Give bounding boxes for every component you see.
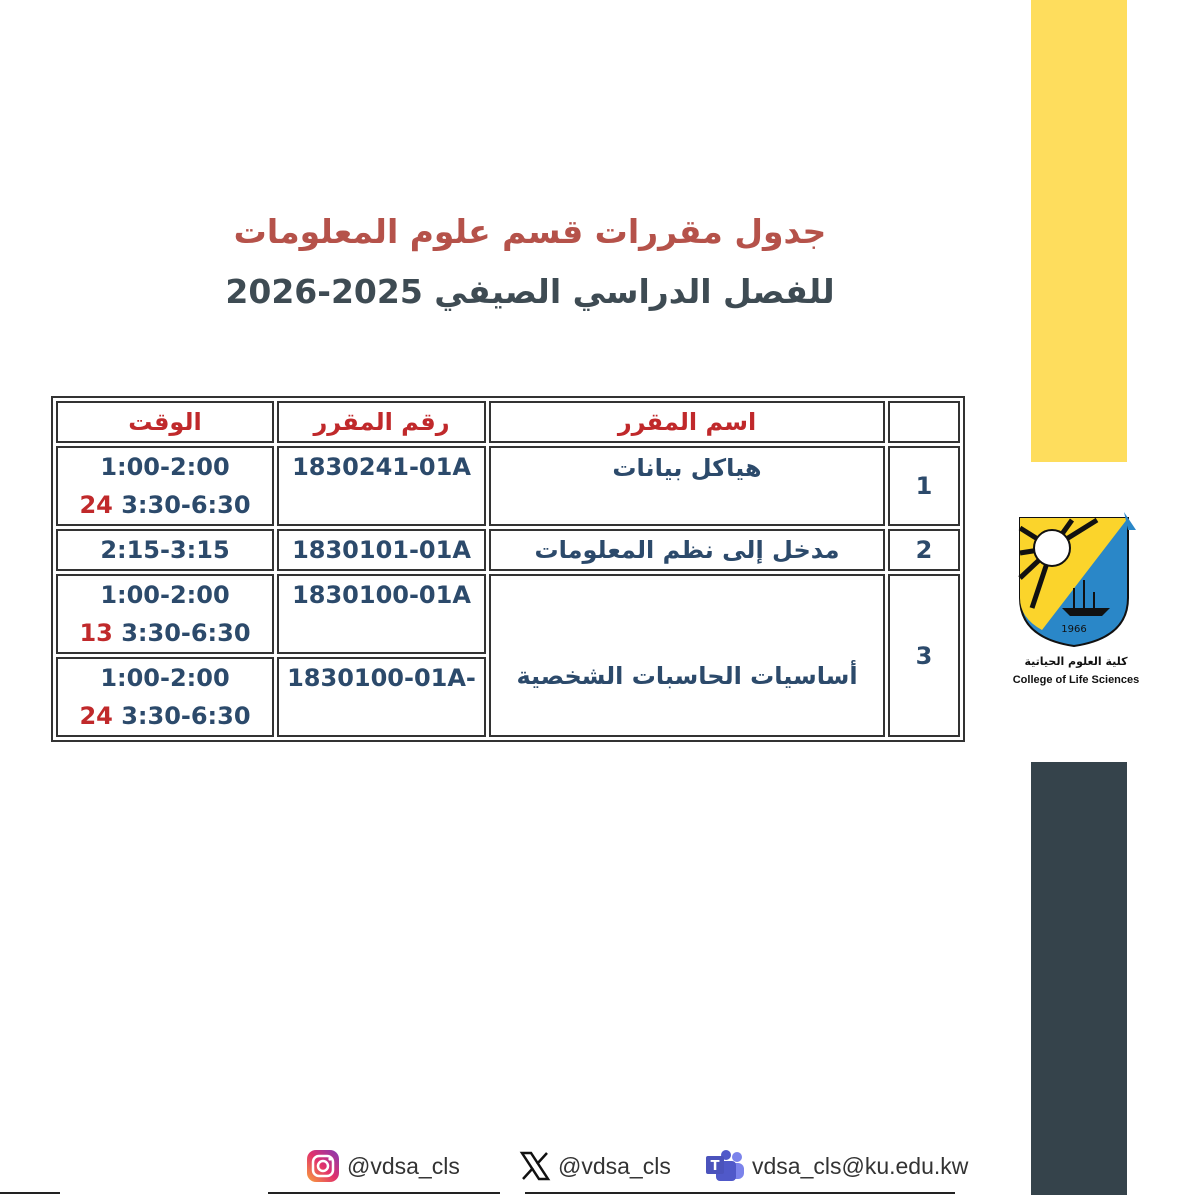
teams-email[interactable] [704, 1146, 968, 1186]
time-prefix: 24 [79, 491, 113, 519]
yellow-accent-bar [1031, 0, 1127, 462]
logo-english-name: College of Life Sciences [1012, 674, 1140, 686]
time-line-1: 1:00-2:00 [100, 664, 230, 692]
college-logo [1012, 508, 1136, 648]
time-value: 3:30-6:30 [121, 491, 251, 519]
course-code: 1830100-01A [292, 581, 471, 609]
x-text: @vdsa_cls [558, 1152, 671, 1179]
course-code: 1830241-01A [292, 453, 471, 481]
time-line-1: 1:00-2:00 [100, 453, 230, 481]
table-row [56, 529, 960, 571]
time-line-1: 2:15-3:15 [100, 536, 230, 564]
row-number: 1 [888, 446, 960, 526]
name-cell [489, 574, 885, 737]
time-prefix: 24 [79, 702, 113, 730]
footer-underline [268, 1192, 500, 1194]
time-prefix: 13 [79, 619, 113, 647]
time-value: 3:30-6:30 [121, 702, 251, 730]
svg-text:T: T [710, 1159, 720, 1174]
x-handle[interactable] [518, 1146, 671, 1186]
schedule-table [51, 396, 965, 742]
course-name: مدخل إلى نظم المعلومات [534, 536, 840, 564]
time-line-1: 1:00-2:00 [100, 581, 230, 609]
table-row [56, 446, 960, 526]
name-cell [489, 446, 885, 526]
logo-arabic-name: كلية العلوم الحياتية [1024, 655, 1128, 668]
page-title: جدول مقررات قسم علوم المعلومات [233, 212, 827, 251]
x-icon [518, 1149, 552, 1183]
code-cell [277, 446, 486, 526]
teams-icon [704, 1149, 746, 1183]
footer-underline [525, 1192, 955, 1194]
time-cell [56, 574, 274, 654]
teams-text: vdsa_cls@ku.edu.kw [752, 1152, 969, 1179]
time-cell [56, 529, 274, 571]
header-code: رقم المقرر [277, 401, 486, 443]
time-cell [56, 657, 274, 737]
logo-year: 1966 [1061, 624, 1087, 635]
code-cell [277, 529, 486, 571]
code-cell [277, 574, 486, 654]
instagram-icon [305, 1148, 341, 1184]
footer-underline [0, 1192, 60, 1194]
page-subtitle: للفصل الدراسي الصيفي 2025-2026 [225, 272, 835, 311]
name-cell [489, 529, 885, 571]
time-value: 3:30-6:30 [121, 619, 251, 647]
table-row [56, 574, 960, 654]
row-number: 3 [888, 574, 960, 737]
course-name: هياكل بيانات [612, 454, 762, 482]
table-header-row [56, 401, 960, 443]
row-number: 2 [888, 529, 960, 571]
code-cell [277, 657, 486, 737]
header-time: الوقت [56, 401, 274, 443]
instagram-handle[interactable] [305, 1146, 460, 1186]
course-code: 1830100-01A- [287, 664, 476, 692]
time-line-2 [58, 697, 272, 735]
header-name: اسم المقرر [489, 401, 885, 443]
dark-accent-bar [1031, 762, 1127, 1195]
time-cell [56, 446, 274, 526]
time-line-2 [58, 486, 272, 524]
course-code: 1830101-01A [292, 536, 471, 564]
course-name: أساسيات الحاسبات الشخصية [516, 661, 858, 690]
header-number [888, 401, 960, 443]
time-line-2 [58, 614, 272, 652]
instagram-text: @vdsa_cls [347, 1152, 460, 1179]
